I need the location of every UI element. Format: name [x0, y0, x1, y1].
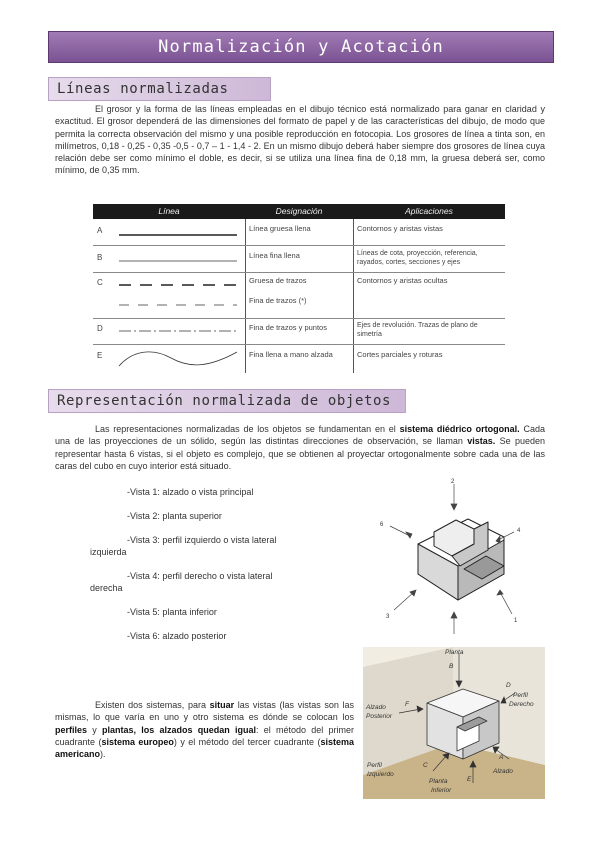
- view-item: -Vista 6: alzado posterior: [127, 631, 227, 641]
- view-label: 4: [517, 528, 521, 534]
- row-designation: Fina llena a mano alzada: [249, 350, 333, 359]
- row-designation-2: Fina de trazos (*): [249, 296, 307, 305]
- view-item: -Vista 4: perfil derecho o vista lateral: [127, 571, 273, 581]
- intro-text: Cada una de las proyecciones de un sólido, según las distintas direcciones de observación, se llaman: [55, 424, 545, 447]
- table-row-divider: [93, 245, 505, 246]
- systems-bold: sistema americano: [55, 736, 354, 760]
- row-designation: Línea fina llena: [249, 251, 300, 260]
- view-label: 1: [514, 618, 518, 624]
- lineas-text: El grosor y la forma de las líneas empleadas en el dibujo técnico está normalizado para ganar en claridad y exactitud. El grosor dependerá de las dimensiones del formato de papel y de las características del dibujo, de modo que permita la correcta observación del mismo y una posible reproducción en fotocopia. Los grosores de línea a tinta son, en milímetros, 0,18 - 0,25 - 0,35 -0,5 - 0,7 – 1 - 1,4 - 2. En un mismo dibujo deberá haber siempre dos grosores de línea cuya relación debe ser como mínimo el doble, es decir, si se utiliza una línea fina de 0,18 mm, la gruesa deberá ser, como mínimo, de 0,35 mm.: [55, 104, 545, 176]
- view-label: 3: [386, 614, 390, 620]
- systems-text: ) y el método del tercer cuadrante (: [173, 736, 321, 747]
- row-designation: Línea gruesa llena: [249, 224, 311, 233]
- fig-label: A: [499, 754, 504, 761]
- fig-label: Inferior: [431, 787, 452, 794]
- systems-bold: situar: [209, 700, 235, 710]
- fig-label: C: [423, 762, 428, 769]
- line-sample-dash-dot: [113, 326, 243, 336]
- row-letter: E: [97, 351, 103, 360]
- row-letter: A: [97, 226, 103, 235]
- fig-label: Izquierdo: [367, 771, 394, 778]
- view-label: 6: [380, 522, 384, 528]
- intro-bold: sistema diédrico ortogonal.: [399, 424, 520, 434]
- systems-paragraph: [55, 699, 354, 760]
- fig-label: Planta: [445, 649, 464, 656]
- fig-label: D: [506, 682, 511, 689]
- fig-label: Alzado: [366, 704, 386, 711]
- line-sample-thick: [113, 230, 243, 240]
- table-row-divider: [93, 344, 505, 345]
- line-table: [93, 204, 505, 373]
- representacion-paragraph: [55, 423, 545, 472]
- lineas-paragraph: [55, 103, 545, 177]
- fig-label: Posterior: [366, 713, 393, 720]
- fig-label: Perfil: [367, 762, 382, 769]
- header-aplicaciones: Aplicaciones: [405, 206, 453, 216]
- view-label: 2: [451, 479, 455, 485]
- table-divider: [245, 219, 246, 373]
- six-views-figure: [364, 474, 544, 642]
- row-application: Líneas de cota, proyección, referencia, rayados, cortes, secciones y ejes: [357, 250, 478, 266]
- header-linea: Línea: [158, 206, 180, 216]
- fig-label: B: [449, 663, 454, 670]
- systems-bold: plantas, los alzados quedan igual: [102, 724, 256, 735]
- line-sample-freehand: [113, 346, 243, 372]
- table-row-divider: [93, 318, 505, 319]
- row-letter: D: [97, 324, 103, 333]
- table-row-divider: [93, 272, 505, 273]
- systems-text: y: [87, 724, 102, 735]
- page-title: Normalización y Acotación: [158, 37, 444, 57]
- line-sample-thin: [113, 256, 243, 266]
- row-application: Contornos y aristas ocultas: [357, 276, 448, 285]
- systems-text: Existen dos sistemas, para: [95, 700, 210, 710]
- line-sample-dashed: [113, 280, 243, 310]
- row-application: Contornos y aristas vistas: [357, 224, 443, 233]
- view-item: -Vista 1: alzado o vista principal: [127, 487, 254, 497]
- view-item-cont: derecha: [90, 583, 123, 593]
- systems-text: : el método del primer cuadrante (: [55, 724, 354, 747]
- table-divider: [353, 219, 354, 373]
- section-header-lineas: [48, 77, 271, 101]
- fig-label: Perfil: [513, 692, 528, 699]
- cube-views-figure: [363, 647, 545, 799]
- view-item: -Vista 2: planta superior: [127, 511, 222, 521]
- header-designacion: Designación: [275, 206, 323, 216]
- intro-text: Se pueden representar hasta 6 vistas, si el objeto es complejo, que se obtienen al proyectar ortogonalmente sobre cada una de las caras del cubo en cuyo interior está situado.: [55, 436, 545, 471]
- row-letter: C: [97, 278, 103, 287]
- intro-bold: vistas.: [467, 436, 496, 447]
- view-item: -Vista 3: perfil izquierdo o vista lateral: [127, 535, 277, 545]
- page-title-banner: [48, 31, 554, 63]
- systems-bold: perfiles: [55, 724, 88, 735]
- fig-label: E: [467, 776, 472, 783]
- row-letter: B: [97, 253, 103, 262]
- systems-text: las vistas (las vistas son las mismas, lo que varía en uno y otro sistema es dónde se colocan los: [55, 700, 354, 723]
- row-designation: Fina de trazos y puntos: [249, 323, 327, 332]
- systems-text: ).: [100, 749, 106, 760]
- row-application: Cortes parciales y roturas: [357, 350, 443, 359]
- section-header-representacion: [48, 389, 406, 413]
- row-application: Ejes de revolución. Trazas de plano de simetría: [357, 322, 478, 338]
- fig-label: Alzado: [493, 768, 513, 775]
- view-item: -Vista 5: planta inferior: [127, 607, 217, 617]
- fig-label: F: [405, 701, 409, 708]
- fig-label: Planta: [429, 778, 448, 785]
- table-header: [93, 204, 505, 219]
- fig-label: Derecho: [509, 701, 534, 708]
- row-designation: Gruesa de trazos: [249, 276, 307, 285]
- intro-text: Las representaciones normalizadas de los objetos se fundamentan en el: [95, 424, 400, 434]
- systems-bold: sistema europeo: [101, 736, 174, 747]
- view-item-cont: izquierda: [90, 547, 127, 557]
- section-title: Representación normalizada de objetos: [57, 393, 392, 409]
- section-title: Líneas normalizadas: [57, 81, 229, 97]
